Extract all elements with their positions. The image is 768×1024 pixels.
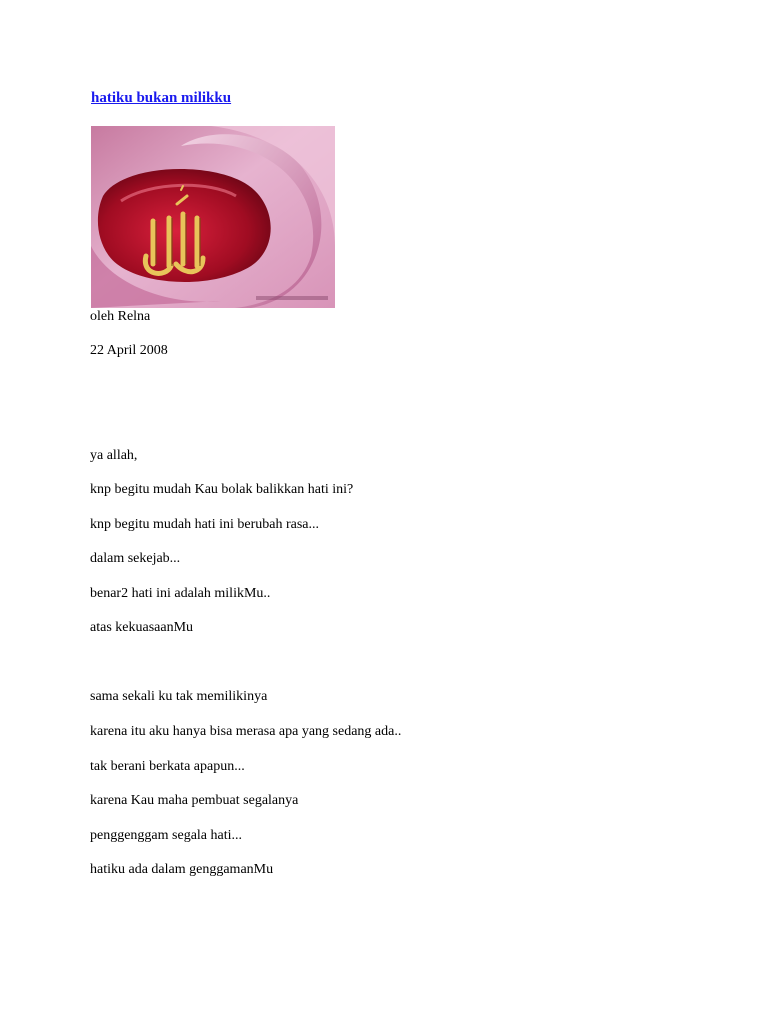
post-date: 22 April 2008 [90, 343, 168, 358]
post-title-link[interactable]: hatiku bukan milikku [91, 90, 232, 106]
poem-line: atas kekuasaanMu [90, 620, 194, 635]
poem-line: hatiku ada dalam genggamanMu [90, 862, 274, 877]
poem-line: karena Kau maha pembuat segalanya [90, 793, 299, 808]
poem-line: dalam sekejab... [90, 551, 181, 566]
poem-line: karena itu aku hanya bisa merasa apa yang sedang ada.. [90, 724, 402, 739]
poem-line: tak berani berkata apapun... [90, 759, 245, 774]
poem-line: ya allah, [90, 448, 138, 463]
poem-line: benar2 hati ini adalah milikMu.. [90, 586, 271, 601]
post-image [91, 126, 335, 308]
poem-line: knp begitu mudah hati ini berubah rasa... [90, 517, 319, 532]
poem-line: knp begitu mudah Kau bolak balikkan hati ini? [90, 482, 354, 497]
poem-line: sama sekali ku tak memilikinya [90, 689, 268, 704]
poem-line: penggenggam segala hati... [90, 828, 243, 843]
post-author: oleh Relna [90, 309, 151, 324]
calligraphy-artwork [91, 126, 335, 308]
